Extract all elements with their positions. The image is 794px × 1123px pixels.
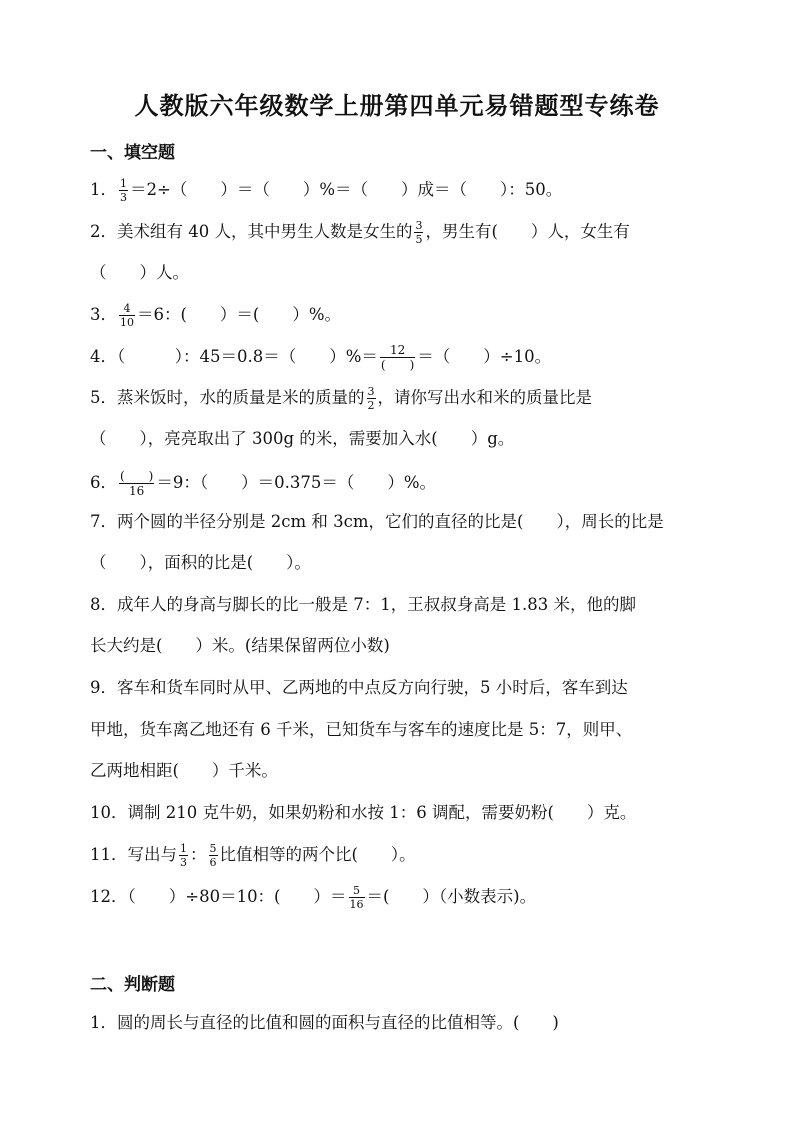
question-9-line-1: 9．客车和货车同时从甲、乙两地的中点反方向行驶，5 小时后，客车到达 — [90, 678, 628, 697]
question-10: 10．调制 210 克牛奶，如果奶粉和水按 1：6 调配，需要奶粉( ）克。 — [90, 803, 637, 822]
fraction-denominator: 5 — [415, 233, 423, 246]
fraction-denominator: 6 — [209, 856, 217, 869]
question-11 — [90, 843, 416, 868]
question-text: ＝（ ）÷10。 — [417, 347, 552, 366]
question-7-line-1: 7．两个圆的半径分别是 2cm 和 3cm，它们的直径的比是( ），周长的比是 — [90, 512, 664, 531]
question-12 — [90, 885, 536, 910]
question-text: ＝( ）（小数表示)。 — [366, 887, 537, 906]
fraction — [349, 885, 365, 910]
question-text: 12．（ ）÷80＝10：( ）＝ — [90, 887, 347, 906]
question-2-line-2: （ ）人。 — [90, 263, 189, 282]
question-text: 4．（ ）：45＝0.8＝（ ）%＝ — [90, 347, 378, 366]
fraction-denominator: 10 — [120, 316, 134, 329]
question-9-line-3: 乙两地相距( ）千米。 — [90, 761, 278, 780]
question-1 — [90, 178, 562, 203]
judge-question-1: 1．圆的周长与直径的比值和圆的面积与直径的比值相等。( ) — [90, 1013, 559, 1032]
question-text: ，请你写出水和米的质量比是 — [377, 388, 592, 407]
fraction-denominator: 16 — [129, 484, 145, 498]
fraction — [367, 386, 376, 411]
question-number: 3． — [90, 305, 117, 324]
question-text: 比值相等的两个比( ）。 — [219, 845, 416, 864]
section-true-false-heading: 二、判断题 — [90, 975, 175, 995]
question-5-line-2: （ ），亮亮取出了 300g 的米，需要加入水( ）g。 — [90, 429, 515, 448]
fraction — [380, 344, 415, 371]
fraction-denominator: 2 — [367, 399, 375, 412]
fraction-numerator: 4 — [119, 303, 135, 316]
fraction-numerator: 5 — [349, 885, 365, 898]
question-text: ＝6：( ）＝( ）%。 — [137, 305, 342, 324]
question-text: 11．写出与 — [90, 845, 177, 864]
question-7-line-2: （ ），面积的比是( ）。 — [90, 553, 311, 572]
page-title: 人教版六年级数学上册第四单元易错题型专练卷 — [134, 91, 660, 120]
question-6 — [90, 470, 436, 497]
question-text: ，男生有( ）人，女生有 — [425, 222, 630, 241]
fraction-denominator: 3 — [120, 191, 127, 204]
question-3 — [90, 303, 341, 328]
fraction-numerator: 3 — [415, 219, 423, 232]
fraction — [119, 178, 128, 203]
question-number: 1． — [90, 180, 117, 199]
question-text: 2．美术组有 40 人，其中男生人数是女生的 — [90, 222, 413, 241]
fraction — [119, 470, 154, 497]
question-2-line-1 — [90, 220, 630, 245]
question-4 — [90, 344, 551, 371]
fraction — [179, 843, 188, 868]
fraction — [209, 843, 218, 868]
fraction — [119, 303, 135, 328]
fraction-numerator: ( ) — [120, 469, 154, 483]
question-8-line-1: 8．成年人的身高与脚长的比一般是 7：1，王叔叔身高是 1.83 米，他的脚 — [90, 595, 636, 614]
ratio-colon: ： — [190, 845, 207, 864]
fraction-numerator: 3 — [367, 385, 375, 398]
fraction — [414, 220, 423, 245]
fraction-numerator: 5 — [209, 842, 217, 855]
fraction-numerator: 12 — [380, 344, 415, 358]
question-8-line-2: 长大约是( ）米。(结果保留两位小数) — [90, 636, 390, 655]
question-text: ＝9：（ ）＝0.375＝（ ）%。 — [156, 473, 437, 492]
question-text: 5．蒸米饭时，水的质量是米的质量的 — [90, 388, 365, 407]
question-text: ＝2÷（ ）＝（ ）%＝（ ）成＝（ ）：50。 — [130, 180, 563, 199]
fraction-denominator: 3 — [180, 856, 187, 869]
section-fill-in-heading: 一、填空题 — [90, 143, 175, 163]
fraction-denominator: 16 — [349, 898, 364, 911]
fraction-numerator: 1 — [180, 842, 187, 855]
fraction-numerator: 1 — [120, 177, 127, 190]
question-number: 6． — [90, 473, 117, 492]
fraction-denominator: ( ) — [380, 358, 415, 372]
question-5-line-1 — [90, 386, 592, 411]
question-9-line-2: 甲地，货车离乙地还有 6 千米，已知货车与客车的速度比是 5：7，则甲、 — [90, 720, 633, 739]
